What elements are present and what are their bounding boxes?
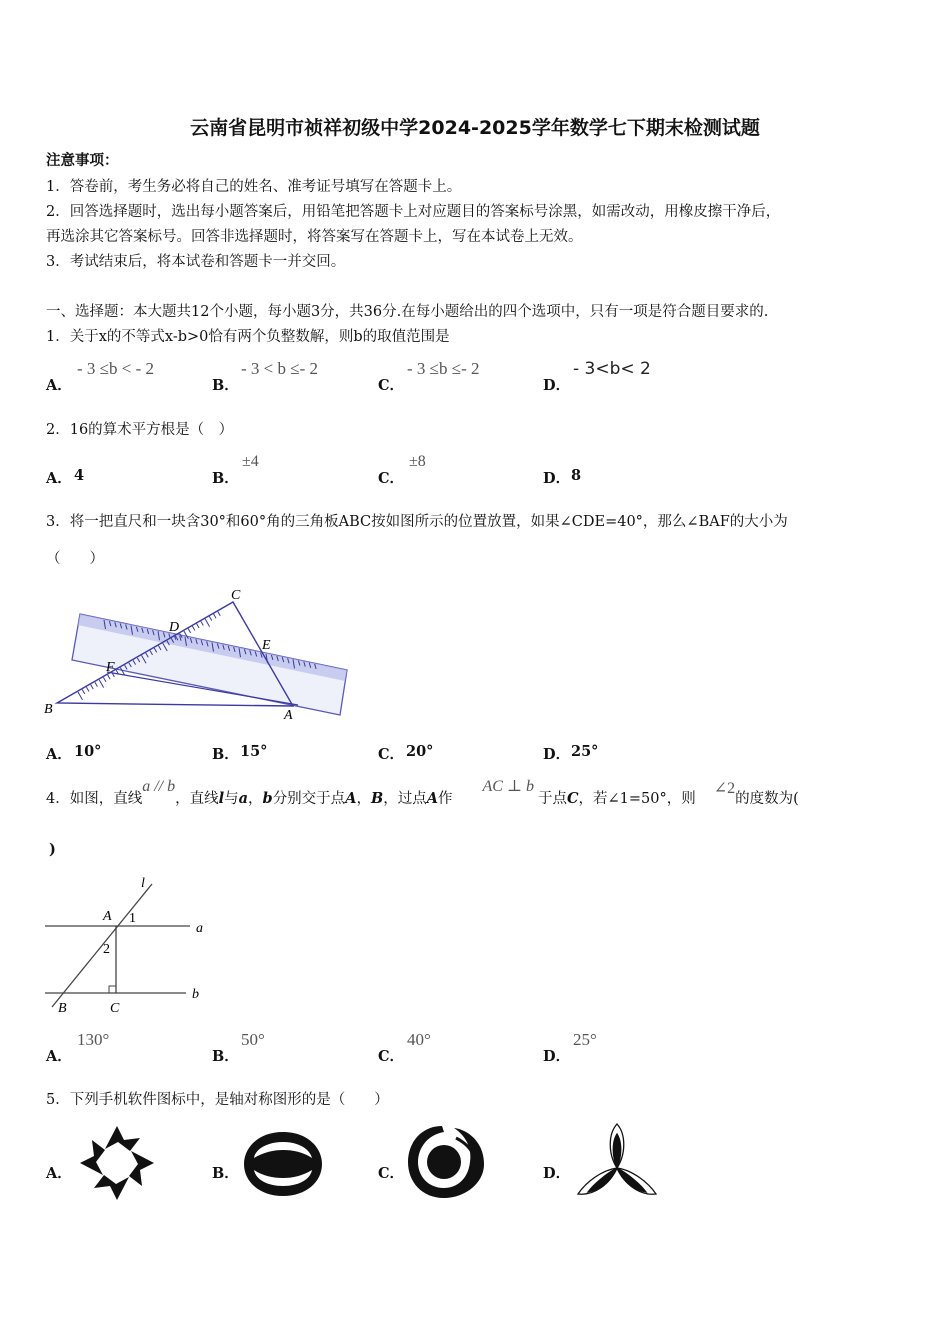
q4-option-a: 130°: [77, 1030, 110, 1049]
label-a: A: [284, 708, 293, 723]
q3-label-c: C．: [378, 746, 405, 763]
triangle-tick: [95, 682, 98, 686]
q5-label-c: C．: [378, 1165, 405, 1182]
notice-heading: 注意事项：: [46, 152, 119, 169]
q3-option-d: 25°: [571, 743, 599, 760]
q5-label-b: B．: [212, 1165, 239, 1182]
question-3-stem-cont: （ ）: [46, 551, 104, 567]
triangle-tick: [201, 621, 204, 625]
q2-option-a: 4: [74, 467, 85, 484]
notice-item: 2．回答选择题时，选出每小题答案后，用铅笔把答题卡上对应题目的答案标号涂黑，如需改动，用橡皮擦干净后，: [46, 204, 781, 220]
q4-option-b: 50°: [241, 1030, 265, 1049]
triangle-tick: [192, 626, 195, 630]
question-2-stem: 2．16的算术平方根是（ ）: [46, 422, 234, 438]
q2-option-d: 8: [571, 467, 582, 484]
label-e: E: [262, 638, 271, 653]
question-4-stem-cont: ): [49, 841, 56, 858]
label-c-point: C: [110, 1001, 120, 1016]
question-3-stem: 3．将一把直尺和一块含30°和60°角的三角板ABC按如图所示的位置放置，如果∠CDE=40°，那么∠BAF的大小为: [46, 514, 788, 530]
swirl-core: [427, 1145, 461, 1179]
notice-item: 1．答卷前，考生务必将自己的姓名、准考证号填写在答题卡上。: [46, 179, 462, 195]
q2-option-c: ±8: [409, 453, 426, 470]
ruler-triangle-figure: [40, 580, 360, 725]
q3-label-a: A．: [46, 746, 72, 763]
star-shape-right: [129, 1151, 154, 1186]
parallel-lines-figure: [40, 868, 215, 1018]
question-4-stem: 4．如图，直线a // b，直线l与a，b分别交于点A，B，过点A作AC ⊥ b于点C，若∠1=50°，则∠2的度数为(: [46, 778, 799, 807]
q1-label-d: D．: [543, 377, 571, 394]
notice-item: 再选涂其它答案标号。回答非选择题时，将答案写在答题卡上，写在本试卷上无效。: [46, 229, 583, 245]
label-line-b: b: [192, 987, 199, 1002]
q2-label-a: A．: [46, 470, 72, 487]
q1-option-c: - 3 ≤b ≤- 2: [407, 359, 480, 378]
q5-label-a: A．: [46, 1165, 72, 1182]
label-b: B: [44, 702, 53, 717]
q4-label-a: A．: [46, 1048, 72, 1065]
q4-label-b: B．: [212, 1048, 239, 1065]
star-shape-bottom: [94, 1175, 129, 1200]
q1-label-c: C．: [378, 377, 405, 394]
q1-label-a: A．: [46, 377, 72, 394]
q3-option-b: 15°: [240, 743, 268, 760]
q1-option-b: - 3 < b ≤- 2: [241, 359, 318, 378]
triangle-tick: [78, 692, 83, 700]
q2-label-c: C．: [378, 470, 405, 487]
label-angle-1: 1: [129, 911, 136, 926]
label-l: l: [141, 876, 145, 891]
q2-label-d: D．: [543, 470, 571, 487]
triangle-tick: [91, 685, 94, 689]
triangle-tick: [218, 611, 221, 615]
q1-option-a: - 3 ≤b < - 2: [77, 359, 154, 378]
app-icon-stars: [78, 1124, 156, 1202]
q1-option-d: - 3<b< 2: [573, 359, 651, 379]
question-5-stem: 5．下列手机软件图标中，是轴对称图形的是（ ）: [46, 1092, 389, 1108]
line-l: [52, 884, 152, 1007]
q3-option-c: 20°: [406, 743, 434, 760]
star-shape-left: [80, 1140, 105, 1175]
triangle-tick: [188, 629, 191, 633]
app-icon-swirl: [404, 1122, 488, 1202]
app-icon-ring: [240, 1128, 326, 1200]
q1-label-b: B．: [212, 377, 239, 394]
star-shape-top: [105, 1126, 140, 1151]
notice-item: 3．考试结束后，将本试卷和答题卡一并交回。: [46, 254, 346, 270]
triangle-tick: [209, 616, 212, 620]
q2-option-b: ±4: [242, 453, 259, 470]
app-icon-petals: [572, 1120, 662, 1202]
q3-label-b: B．: [212, 746, 239, 763]
label-a-point: A: [103, 909, 112, 924]
right-angle-mark: [109, 986, 116, 993]
q3-option-a: 10°: [74, 743, 102, 760]
triangle-tick: [103, 677, 106, 681]
triangle-tick: [205, 619, 210, 627]
q4-label-d: D．: [543, 1048, 571, 1065]
triangle-tick: [108, 675, 111, 679]
q4-option-c: 40°: [407, 1030, 431, 1049]
page-title: 云南省昆明市祯祥初级中学2024-2025学年数学七下期末检测试题: [190, 117, 760, 139]
q5-label-d: D．: [543, 1165, 571, 1182]
ring-shape: [244, 1132, 322, 1196]
q2-label-b: B．: [212, 470, 239, 487]
triangle-tick: [82, 690, 85, 694]
label-angle-2: 2: [103, 942, 110, 957]
label-line-a: a: [196, 921, 203, 936]
label-d: D: [169, 620, 180, 635]
section-heading: 一、选择题：本大题共12个小题，每小题3分，共36分.在每小题给出的四个选项中，只有一项是符合题目要求的.: [46, 304, 769, 320]
label-c: C: [231, 588, 241, 603]
q4-option-d: 25°: [573, 1030, 597, 1049]
q3-label-d: D．: [543, 746, 571, 763]
q4-label-c: C．: [378, 1048, 405, 1065]
label-f: F: [106, 660, 115, 675]
question-1-stem: 1．关于x的不等式x-b>0恰有两个负整数解，则b的取值范围是: [46, 329, 450, 345]
triangle-tick: [86, 687, 89, 691]
label-b-point: B: [58, 1001, 67, 1016]
triangle-tick: [197, 624, 200, 628]
triangle-tick: [99, 680, 104, 688]
triangle-tick: [214, 614, 217, 618]
